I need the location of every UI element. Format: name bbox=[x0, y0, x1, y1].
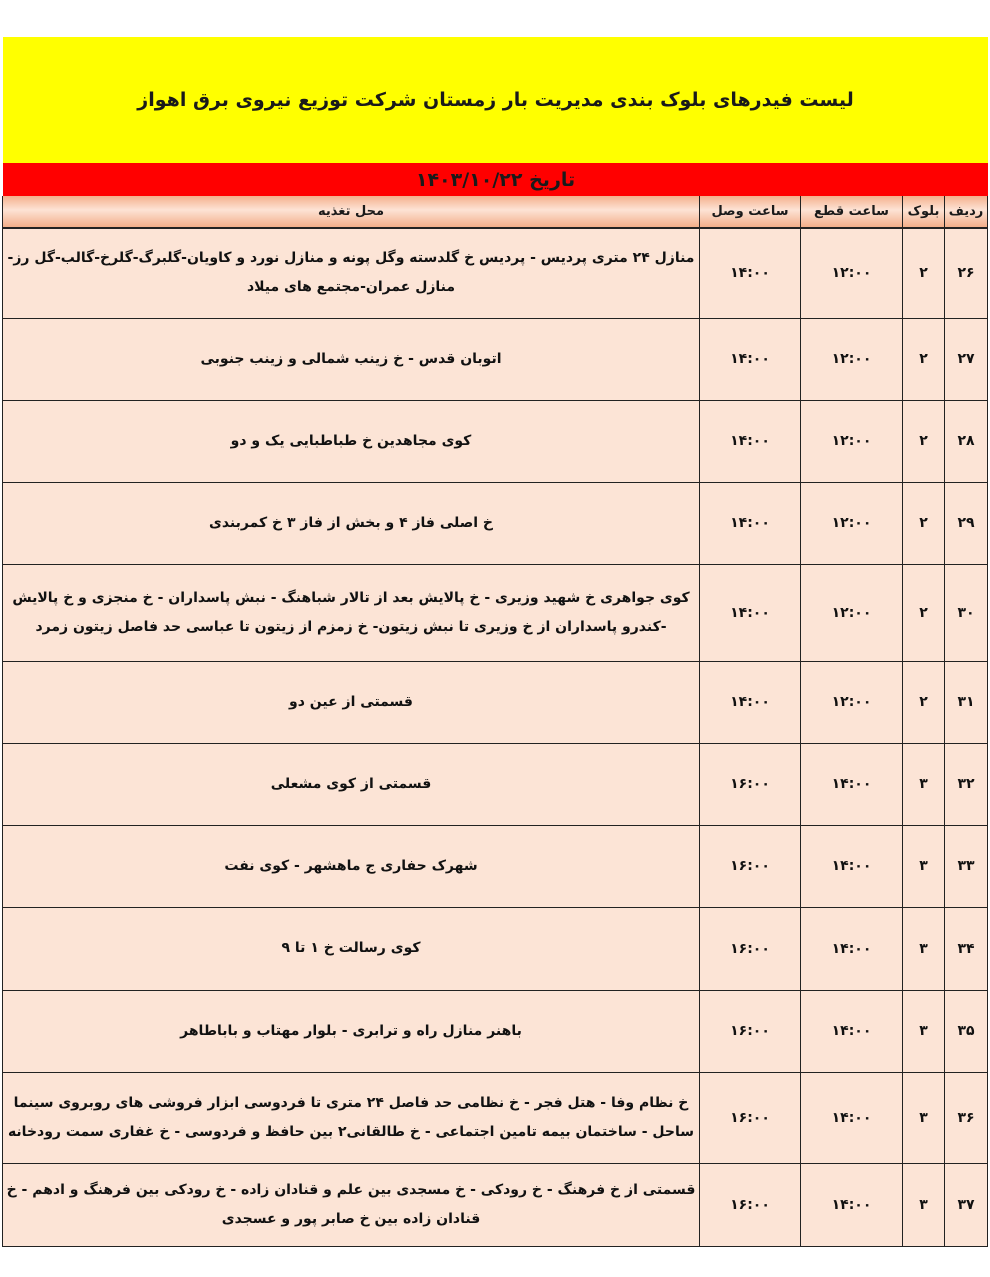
block-cell: ۳ bbox=[903, 1163, 945, 1246]
row-number-cell: ۳۶ bbox=[945, 1072, 988, 1163]
cut-time-cell: ۱۴:۰۰ bbox=[801, 990, 903, 1072]
cut-time-cell: ۱۲:۰۰ bbox=[801, 482, 903, 564]
row-number-cell: ۳۷ bbox=[945, 1163, 988, 1246]
block-cell: ۲ bbox=[903, 564, 945, 661]
connect-time-cell: ۱۴:۰۰ bbox=[700, 482, 801, 564]
connect-time-cell: ۱۶:۰۰ bbox=[700, 1072, 801, 1163]
block-cell: ۳ bbox=[903, 1072, 945, 1163]
block-cell: ۲ bbox=[903, 228, 945, 318]
cut-time-cell: ۱۲:۰۰ bbox=[801, 318, 903, 400]
location-cell: قسمتی از عین دو bbox=[3, 661, 700, 743]
cut-time-cell: ۱۴:۰۰ bbox=[801, 907, 903, 990]
date-bar bbox=[3, 163, 988, 196]
cut-time-cell: ۱۲:۰۰ bbox=[801, 400, 903, 482]
location-cell: قسمتی از کوی مشعلی bbox=[3, 743, 700, 825]
block-cell: ۳ bbox=[903, 825, 945, 907]
connect-time-cell: ۱۶:۰۰ bbox=[700, 743, 801, 825]
location-cell: کوی مجاهدین خ طباطبایی یک و دو bbox=[3, 400, 700, 482]
location-cell: قسمتی از خ فرهنگ - خ رودکی - خ مسجدی بین علم و قنادان زاده - خ رودکی بین فرهنگ و ادهم - خ قنادان زاده بین خ صابر پور و عسجدی bbox=[3, 1163, 700, 1246]
page-title: لیست فیدرهای بلوک بندی مدیریت بار زمستان شرکت توزیع نیروی برق اهواز bbox=[137, 89, 854, 111]
table-row bbox=[3, 1072, 988, 1163]
table-row bbox=[3, 990, 988, 1072]
connect-time-cell: ۱۶:۰۰ bbox=[700, 1163, 801, 1246]
table-row bbox=[3, 743, 988, 825]
connect-time-cell: ۱۶:۰۰ bbox=[700, 907, 801, 990]
connect-time-cell: ۱۴:۰۰ bbox=[700, 661, 801, 743]
table-row bbox=[3, 482, 988, 564]
header-row-number: ردیف bbox=[945, 196, 988, 228]
cut-time-cell: ۱۲:۰۰ bbox=[801, 564, 903, 661]
connect-time-cell: ۱۴:۰۰ bbox=[700, 400, 801, 482]
date-label: تاریخ ۱۴۰۳/۱۰/۲۲ bbox=[415, 168, 576, 191]
header-block: بلوک bbox=[903, 196, 945, 228]
row-number-cell: ۳۵ bbox=[945, 990, 988, 1072]
location-cell: باهنر منازل راه و ترابری - بلوار مهتاب و باباطاهر bbox=[3, 990, 700, 1072]
table-row bbox=[3, 228, 988, 318]
location-cell: منازل ۲۴ متری پردیس - پردیس خ گلدسته وگل پونه و منازل نورد و کاویان-گلبرگ-گلرخ-گالب-گل رز- منازل عمران-مجتمع های میلاد bbox=[3, 228, 700, 318]
row-number-cell: ۲۷ bbox=[945, 318, 988, 400]
header-connect-time: ساعت وصل bbox=[700, 196, 801, 228]
connect-time-cell: ۱۴:۰۰ bbox=[700, 564, 801, 661]
row-number-cell: ۳۳ bbox=[945, 825, 988, 907]
row-number-cell: ۳۴ bbox=[945, 907, 988, 990]
connect-time-cell: ۱۶:۰۰ bbox=[700, 825, 801, 907]
table-row bbox=[3, 907, 988, 990]
feeder-table bbox=[2, 196, 988, 1247]
row-number-cell: ۳۰ bbox=[945, 564, 988, 661]
table-row bbox=[3, 400, 988, 482]
cut-time-cell: ۱۴:۰۰ bbox=[801, 1072, 903, 1163]
block-cell: ۳ bbox=[903, 743, 945, 825]
location-cell: خ اصلی فاز ۴ و بخش از فاز ۳ خ کمربندی bbox=[3, 482, 700, 564]
cut-time-cell: ۱۲:۰۰ bbox=[801, 661, 903, 743]
row-number-cell: ۲۶ bbox=[945, 228, 988, 318]
location-cell: اتوبان قدس - خ زینب شمالی و زینب جنوبی bbox=[3, 318, 700, 400]
table-row bbox=[3, 1163, 988, 1246]
table-row bbox=[3, 318, 988, 400]
location-cell: خ نظام وفا - هتل فجر - خ نظامی حد فاصل ۲۴ متری تا فردوسی ابزار فروشی های روبروی سینما ساحل - ساختمان بیمه تامین اجتماعی - خ طالقانی۲ بین حافظ و فردوسی - خ غفاری سمت رودخانه bbox=[3, 1072, 700, 1163]
row-number-cell: ۳۲ bbox=[945, 743, 988, 825]
header-cut-time: ساعت قطع bbox=[801, 196, 903, 228]
table-row bbox=[3, 825, 988, 907]
table-row bbox=[3, 564, 988, 661]
location-cell: شهرک حفاری ج ماهشهر - کوی نفت bbox=[3, 825, 700, 907]
table-header-row bbox=[3, 196, 988, 228]
cut-time-cell: ۱۲:۰۰ bbox=[801, 228, 903, 318]
table-row bbox=[3, 661, 988, 743]
row-number-cell: ۲۸ bbox=[945, 400, 988, 482]
block-cell: ۳ bbox=[903, 990, 945, 1072]
block-cell: ۲ bbox=[903, 400, 945, 482]
location-cell: کوی جواهری خ شهید وزیری - خ پالایش بعد از تالار شباهنگ - نبش پاسداران - خ منجزی و خ پالایش -کندرو پاسداران از خ وزیری تا نبش زیتون- خ زمزم از زیتون تا عباسی حد فاصل زیتون زمرد bbox=[3, 564, 700, 661]
block-cell: ۳ bbox=[903, 907, 945, 990]
location-cell: کوی رسالت خ ۱ تا ۹ bbox=[3, 907, 700, 990]
load-management-sheet bbox=[3, 37, 988, 1247]
title-banner bbox=[3, 37, 988, 163]
header-location: محل تغذیه bbox=[3, 196, 700, 228]
block-cell: ۲ bbox=[903, 318, 945, 400]
cut-time-cell: ۱۴:۰۰ bbox=[801, 1163, 903, 1246]
connect-time-cell: ۱۶:۰۰ bbox=[700, 990, 801, 1072]
connect-time-cell: ۱۴:۰۰ bbox=[700, 318, 801, 400]
connect-time-cell: ۱۴:۰۰ bbox=[700, 228, 801, 318]
block-cell: ۲ bbox=[903, 661, 945, 743]
row-number-cell: ۲۹ bbox=[945, 482, 988, 564]
row-number-cell: ۳۱ bbox=[945, 661, 988, 743]
cut-time-cell: ۱۴:۰۰ bbox=[801, 743, 903, 825]
block-cell: ۲ bbox=[903, 482, 945, 564]
cut-time-cell: ۱۴:۰۰ bbox=[801, 825, 903, 907]
table-body bbox=[3, 228, 988, 1246]
